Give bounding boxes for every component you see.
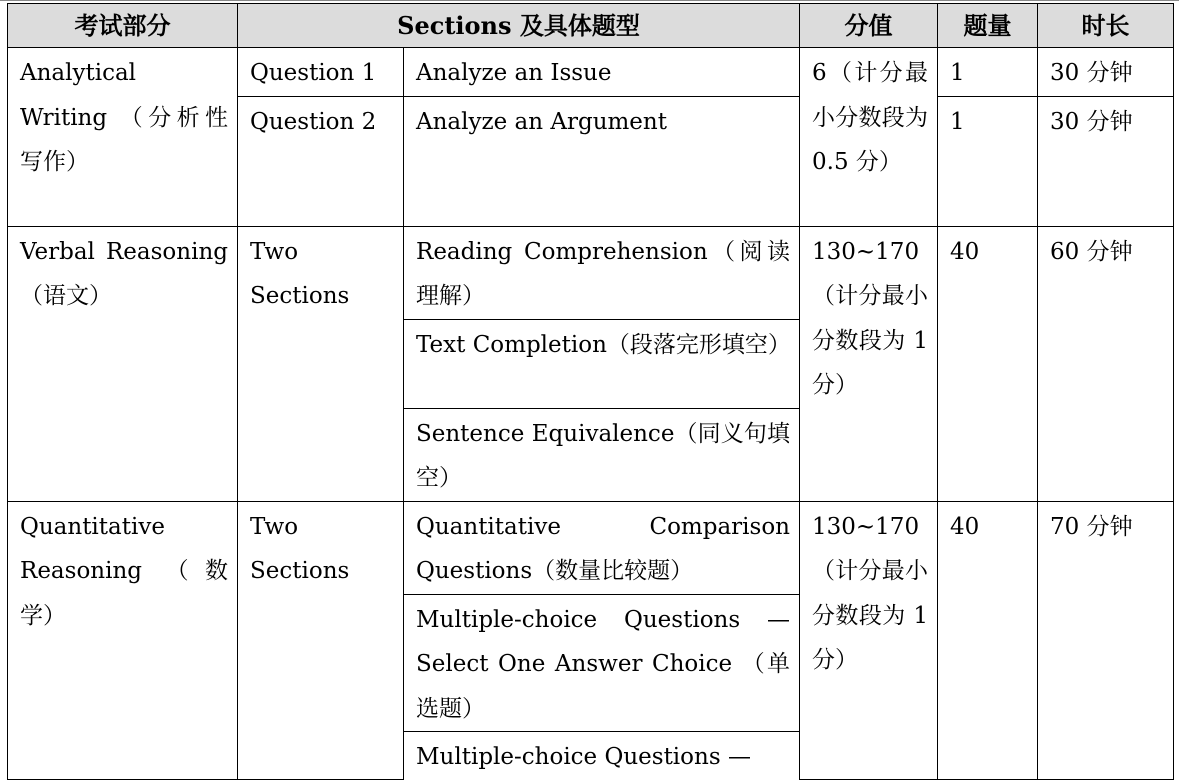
quant-section-cell: Two Sections [238, 501, 404, 780]
header-time: 时长 [1038, 4, 1174, 48]
writing-score-cell: 6（计分最小分数段为 0.5 分） [800, 48, 938, 227]
quant-time-cell: 70 分钟 [1038, 501, 1174, 780]
verbal-type-text-completion: Text Completion（段落完形填空） [404, 319, 800, 408]
writing-q2-section: Question 2 [238, 96, 404, 226]
verbal-part-cell: Verbal Reasoning （语文） [8, 226, 238, 501]
gre-structure-table [7, 3, 1174, 780]
writing-q2-type: Analyze an Argument [404, 96, 800, 226]
table-row [8, 501, 1174, 594]
top-rule [0, 0, 1179, 1]
writing-q1-type: Analyze an Issue [404, 48, 800, 97]
quant-type-single-choice: Multiple-choice Questions — Select One Answer Choice （单选题） [404, 594, 800, 732]
verbal-time-cell: 60 分钟 [1038, 226, 1174, 501]
verbal-score-cell: 130~170 （计分最小分数段为 1 分） [800, 226, 938, 501]
header-score: 分值 [800, 4, 938, 48]
quant-score-cell: 130~170 （计分最小分数段为 1 分） [800, 501, 938, 780]
verbal-type-sentence-equivalence: Sentence Equivalence（同义句填空） [404, 408, 800, 501]
writing-q1-count: 1 [938, 48, 1038, 97]
header-part: 考试部分 [8, 4, 238, 48]
quant-type-multiple-choice: Multiple-choice Questions — [404, 732, 800, 780]
quant-count-cell: 40 [938, 501, 1038, 780]
writing-q1-section: Question 1 [238, 48, 404, 97]
writing-q2-time: 30 分钟 [1038, 96, 1174, 226]
verbal-type-reading: Reading Comprehension（阅读理解） [404, 226, 800, 319]
writing-q2-count: 1 [938, 96, 1038, 226]
verbal-section-cell: Two Sections [238, 226, 404, 501]
header-row [8, 4, 1174, 48]
header-count: 题量 [938, 4, 1038, 48]
quant-part-cell: Quantitative Reasoning （数学） [8, 501, 238, 780]
verbal-count-cell: 40 [938, 226, 1038, 501]
table-row [8, 226, 1174, 319]
header-sections: Sections 及具体题型 [238, 4, 800, 48]
table-row [8, 48, 1174, 97]
writing-q1-time: 30 分钟 [1038, 48, 1174, 97]
quant-type-comparison: Quantitative Comparison Questions（数量比较题） [404, 501, 800, 594]
writing-part-cell: Analytical Writing （分析性写作） [8, 48, 238, 227]
